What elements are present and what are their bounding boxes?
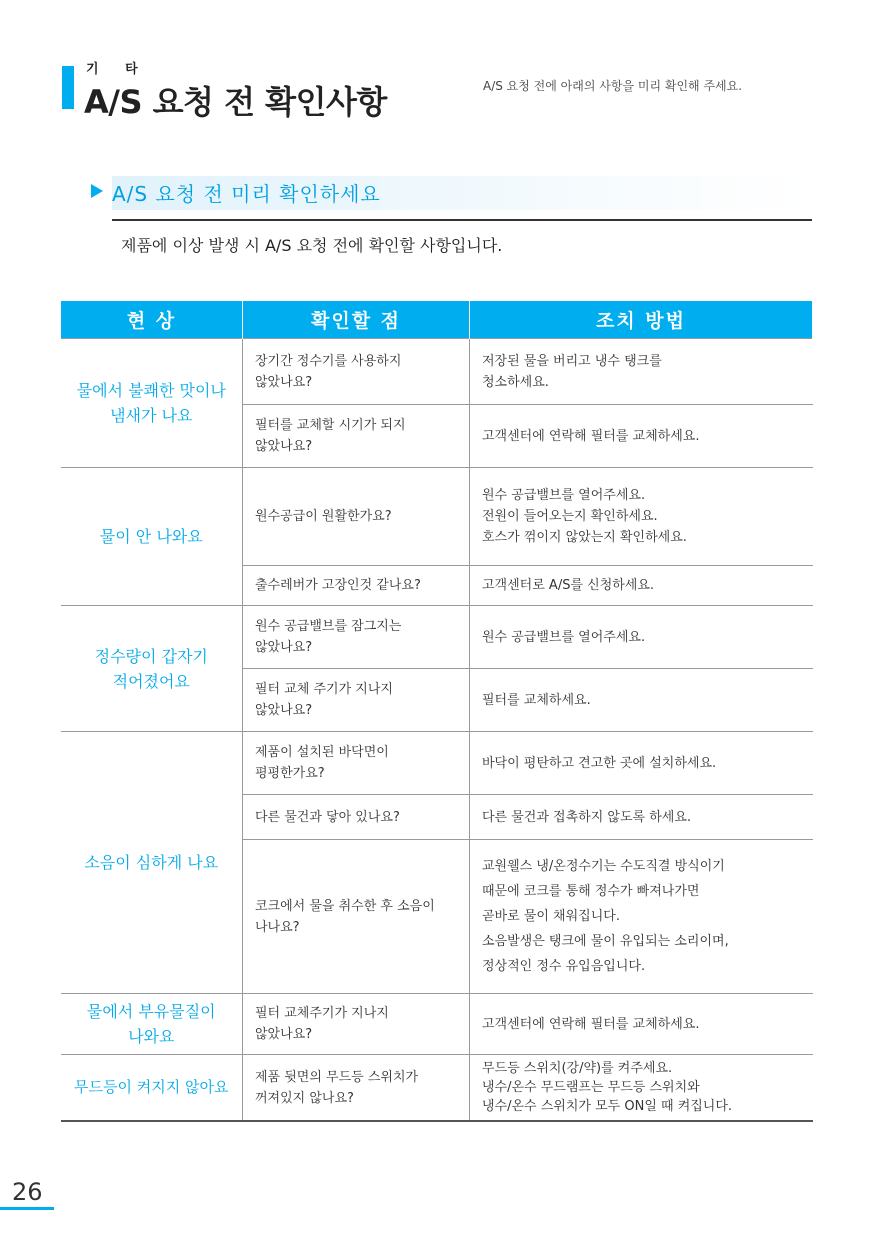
check-cell: 다른 물건과 닿아 있나요? xyxy=(243,795,470,840)
action-cell: 고객센터로 A/S를 신청하세요. xyxy=(470,566,813,606)
table-header-row xyxy=(61,301,813,339)
table-row xyxy=(61,468,813,566)
section-description: 제품에 이상 발생 시 A/S 요청 전에 확인할 사항입니다. xyxy=(121,236,503,255)
check-cell: 제품이 설치된 바닥면이 평평한가요? xyxy=(243,732,470,795)
triangle-arrow-icon xyxy=(91,184,103,198)
check-cell: 원수공급이 원활한가요? xyxy=(243,468,470,566)
page-title: A/S 요청 전 확인사항 xyxy=(84,83,387,121)
check-cell: 제품 뒷면의 무드등 스위치가 꺼져있지 않나요? xyxy=(243,1055,470,1122)
page-number-underline xyxy=(0,1207,54,1210)
check-cell: 필터 교체주기가 지나지 않았나요? xyxy=(243,994,470,1055)
check-cell: 원수 공급밸브를 잠그지는 않았나요? xyxy=(243,606,470,669)
symptom-cell: 물이 안 나와요 xyxy=(61,468,243,606)
symptom-cell: 소음이 심하게 나요 xyxy=(61,732,243,994)
check-cell: 필터를 교체할 시기가 되지 않았나요? xyxy=(243,405,470,468)
table-row xyxy=(61,339,813,405)
action-cell: 고객센터에 연락해 필터를 교체하세요. xyxy=(470,405,813,468)
header-action: 조치 방법 xyxy=(470,301,813,339)
section-divider xyxy=(112,219,812,221)
symptom-cell: 정수량이 갑자기 적어졌어요 xyxy=(61,606,243,732)
table-row xyxy=(61,732,813,795)
check-cell: 코크에서 물을 취수한 후 소음이 나나요? xyxy=(243,840,470,994)
table-row xyxy=(61,606,813,669)
table-row xyxy=(61,994,813,1055)
check-cell: 장기간 정수기를 사용하지 않았나요? xyxy=(243,339,470,405)
symptom-cell: 물에서 불쾌한 맛이나 냄새가 나요 xyxy=(61,339,243,468)
action-cell: 바닥이 평탄하고 견고한 곳에 설치하세요. xyxy=(470,732,813,795)
action-cell: 교원웰스 냉/온정수기는 수도직결 방식이기 때문에 코크를 통해 정수가 빠져나가면 곧바로 물이 채워집니다. 소음발생은 탱크에 물이 유입되는 소리이며, 정상적인 정수 유입음입니다. xyxy=(470,840,813,994)
check-cell: 필터 교체 주기가 지나지 않았나요? xyxy=(243,669,470,732)
action-cell: 저장된 물을 버리고 냉수 탱크를 청소하세요. xyxy=(470,339,813,405)
action-cell: 원수 공급밸브를 열어주세요. xyxy=(470,606,813,669)
category-label: 기 타 xyxy=(86,62,149,77)
symptom-cell: 무드등이 켜지지 않아요 xyxy=(61,1055,243,1122)
intro-text: A/S 요청 전에 아래의 사항을 미리 확인해 주세요. xyxy=(483,79,743,93)
action-cell: 필터를 교체하세요. xyxy=(470,669,813,732)
action-cell: 고객센터에 연락해 필터를 교체하세요. xyxy=(470,994,813,1055)
action-cell: 무드등 스위치(강/약)를 켜주세요. 냉수/온수 무드램프는 무드등 스위치와 냉수/온수 스위치가 모두 ON일 때 켜집니다. xyxy=(470,1055,813,1122)
table-row xyxy=(61,1055,813,1122)
symptom-cell: 물에서 부유물질이 나와요 xyxy=(61,994,243,1055)
action-cell: 다른 물건과 접촉하지 않도록 하세요. xyxy=(470,795,813,840)
page-number: 26 xyxy=(12,1178,43,1206)
troubleshooting-table xyxy=(60,301,813,1122)
title-accent-bar xyxy=(62,66,74,109)
action-cell: 원수 공급밸브를 열어주세요. 전원이 들어오는지 확인하세요. 호스가 꺾이지 않았는지 확인하세요. xyxy=(470,468,813,566)
header-check: 확인할 점 xyxy=(243,301,470,339)
header-symptom: 현 상 xyxy=(61,301,243,339)
check-cell: 출수레버가 고장인것 같나요? xyxy=(243,566,470,606)
section-title: A/S 요청 전 미리 확인하세요 xyxy=(112,182,381,206)
